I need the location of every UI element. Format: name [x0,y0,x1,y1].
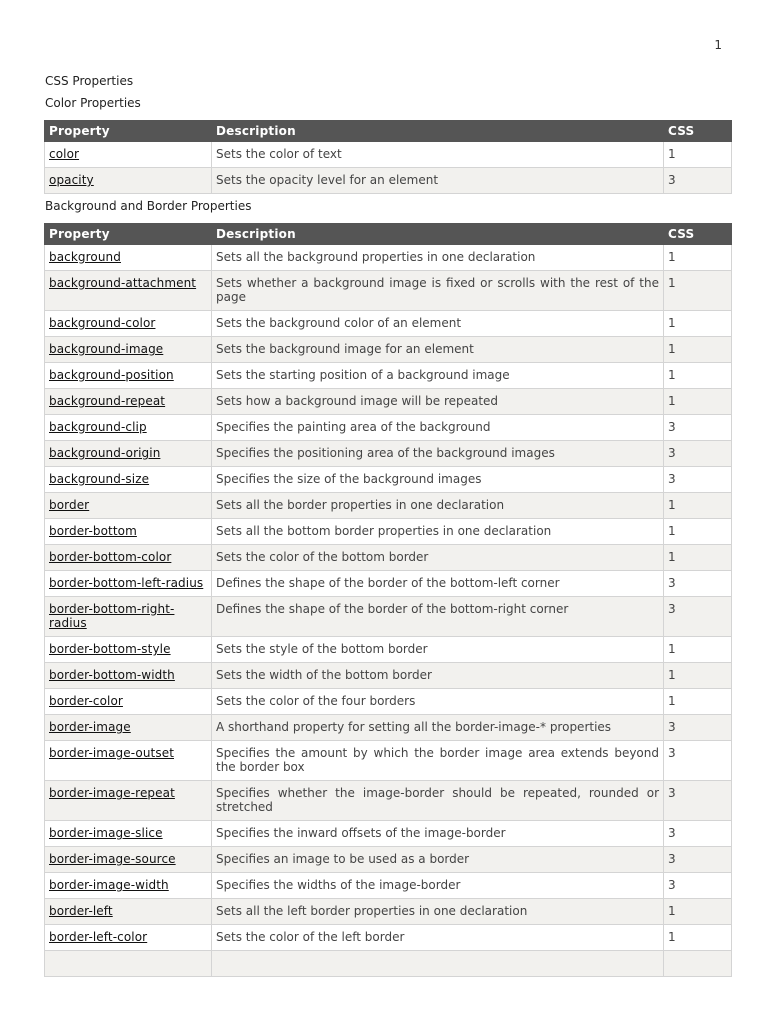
property-link[interactable]: background-position [49,368,174,382]
description-cell: Specifies the widths of the image-border [212,873,664,899]
css-version-cell: 1 [664,519,732,545]
property-cell [45,311,212,337]
property-cell [45,389,212,415]
property-link[interactable]: border-left [49,904,113,918]
description-cell: Specifies the inward offsets of the image-border [212,821,664,847]
color-properties-table [44,120,732,194]
table-row [45,142,732,168]
property-link[interactable]: background-size [49,472,150,486]
description-cell: Sets the style of the bottom border [212,637,664,663]
description-cell: Sets the starting position of a background image [212,363,664,389]
description-cell: Specifies the positioning area of the background images [212,441,664,467]
css-version-cell: 1 [664,271,732,311]
property-cell [45,821,212,847]
css-version-cell: 3 [664,441,732,467]
property-cell [45,363,212,389]
property-cell [45,873,212,899]
css-version-cell: 1 [664,925,732,951]
table-row [45,571,732,597]
table-row [45,781,732,821]
property-cell [45,925,212,951]
css-version-cell: 3 [664,821,732,847]
description-cell: Sets the color of the four borders [212,689,664,715]
table-row [45,519,732,545]
table-row [45,337,732,363]
property-cell [45,637,212,663]
description-cell: Specifies an image to be used as a border [212,847,664,873]
property-cell [45,441,212,467]
property-cell [45,337,212,363]
table-row [45,415,732,441]
css-version-cell: 1 [664,245,732,271]
property-link[interactable]: background-repeat [49,394,166,408]
description-cell: Specifies whether the image-border should be repeated, rounded or stretched [212,781,664,821]
css-version-cell: 1 [664,363,732,389]
css-version-cell: 1 [664,545,732,571]
css-version-cell: 1 [664,389,732,415]
description-cell: Sets the color of text [212,142,664,168]
property-link[interactable]: background-clip [49,420,147,434]
table-row [45,168,732,194]
section-heading-color: Color Properties [45,96,141,110]
description-cell: Defines the shape of the border of the bottom-left corner [212,571,664,597]
table-header-row [45,224,732,245]
header-css: CSS [664,224,732,245]
property-link[interactable]: opacity [49,173,94,187]
property-cell [45,899,212,925]
table-row [45,925,732,951]
css-version-cell: 1 [664,899,732,925]
css-version-cell: 3 [664,467,732,493]
property-link[interactable]: border [49,498,90,512]
description-cell: Sets how a background image will be repeated [212,389,664,415]
header-css: CSS [664,121,732,142]
description-cell: Sets the background color of an element [212,311,664,337]
table-row [45,363,732,389]
page-number: 1 [714,38,722,52]
property-link[interactable]: border-left-color [49,930,148,944]
table-row [45,245,732,271]
property-cell [45,493,212,519]
table-row [45,951,732,977]
table-row [45,821,732,847]
description-cell: Specifies the amount by which the border image area extends beyond the border box [212,741,664,781]
table-row [45,389,732,415]
background-border-properties-table [44,223,732,977]
property-cell [45,245,212,271]
property-link[interactable]: background-attachment [49,276,197,290]
property-link[interactable]: border-bottom-width [49,668,175,682]
description-cell: Sets all the bottom border properties in one declaration [212,519,664,545]
css-version-cell: 3 [664,415,732,441]
css-version-cell: 3 [664,715,732,741]
property-link[interactable]: color [49,147,80,161]
css-version-cell [664,951,732,977]
css-version-cell: 1 [664,637,732,663]
property-cell [45,689,212,715]
section-heading-background-border: Background and Border Properties [45,199,252,213]
table-row [45,493,732,519]
property-cell [45,781,212,821]
property-cell [45,467,212,493]
description-cell: Sets all the border properties in one declaration [212,493,664,519]
property-link[interactable]: border-image-width [49,878,169,892]
table-row [45,441,732,467]
property-link[interactable]: border-bottom [49,524,137,538]
property-link[interactable]: border-image [49,720,131,734]
table-row [45,663,732,689]
property-link[interactable]: border-bottom-right-radius [49,602,175,630]
property-link[interactable]: background-color [49,316,156,330]
table-row [45,715,732,741]
property-link[interactable]: border-bottom-color [49,550,172,564]
property-link[interactable]: background-image [49,342,164,356]
description-cell: Sets all the background properties in one declaration [212,245,664,271]
property-link[interactable]: background [49,250,121,264]
property-link[interactable]: border-image-outset [49,746,174,760]
css-version-cell: 3 [664,781,732,821]
header-description: Description [212,224,664,245]
table-row [45,741,732,781]
description-cell: Specifies the painting area of the background [212,415,664,441]
header-property: Property [45,224,212,245]
description-cell: Sets the width of the bottom border [212,663,664,689]
property-cell [45,519,212,545]
table-row [45,899,732,925]
table-row [45,545,732,571]
header-property: Property [45,121,212,142]
table-row [45,689,732,715]
property-cell [45,271,212,311]
property-link[interactable]: border-color [49,694,123,708]
css-version-cell: 3 [664,847,732,873]
table-row [45,847,732,873]
property-cell [45,545,212,571]
description-cell: Sets the opacity level for an element [212,168,664,194]
property-cell [45,663,212,689]
table-row [45,637,732,663]
property-link[interactable]: border-image-source [49,852,176,866]
document-title: CSS Properties [45,74,134,88]
property-cell [45,951,212,977]
css-version-cell: 3 [664,168,732,194]
table-row [45,311,732,337]
property-cell [45,168,212,194]
table-header-row [45,121,732,142]
description-cell: Sets the color of the left border [212,925,664,951]
table-body [45,142,732,194]
css-version-cell: 1 [664,311,732,337]
property-link[interactable]: border-bottom-style [49,642,171,656]
description-cell: Defines the shape of the border of the bottom-right corner [212,597,664,637]
header-description: Description [212,121,664,142]
property-cell [45,597,212,637]
property-cell [45,741,212,781]
css-version-cell: 1 [664,142,732,168]
property-link[interactable]: background-origin [49,446,161,460]
css-version-cell: 3 [664,571,732,597]
property-cell [45,715,212,741]
css-version-cell: 3 [664,873,732,899]
css-version-cell: 3 [664,597,732,637]
property-link[interactable]: border-image-repeat [49,786,175,800]
description-cell: Specifies the size of the background images [212,467,664,493]
property-cell [45,142,212,168]
description-cell: Sets whether a background image is fixed or scrolls with the rest of the page [212,271,664,311]
css-version-cell: 1 [664,337,732,363]
description-cell [212,951,664,977]
property-link[interactable]: border-image-slice [49,826,163,840]
description-cell: Sets the background image for an element [212,337,664,363]
property-cell [45,415,212,441]
table-row [45,271,732,311]
css-version-cell: 3 [664,741,732,781]
table-row [45,597,732,637]
property-link[interactable]: border-bottom-left-radius [49,576,204,590]
css-version-cell: 1 [664,493,732,519]
css-version-cell: 1 [664,689,732,715]
description-cell: Sets the color of the bottom border [212,545,664,571]
table-body [45,245,732,977]
property-cell [45,571,212,597]
table-row [45,467,732,493]
description-cell: Sets all the left border properties in one declaration [212,899,664,925]
description-cell: A shorthand property for setting all the border-image-* properties [212,715,664,741]
table-row [45,873,732,899]
css-version-cell: 1 [664,663,732,689]
property-cell [45,847,212,873]
